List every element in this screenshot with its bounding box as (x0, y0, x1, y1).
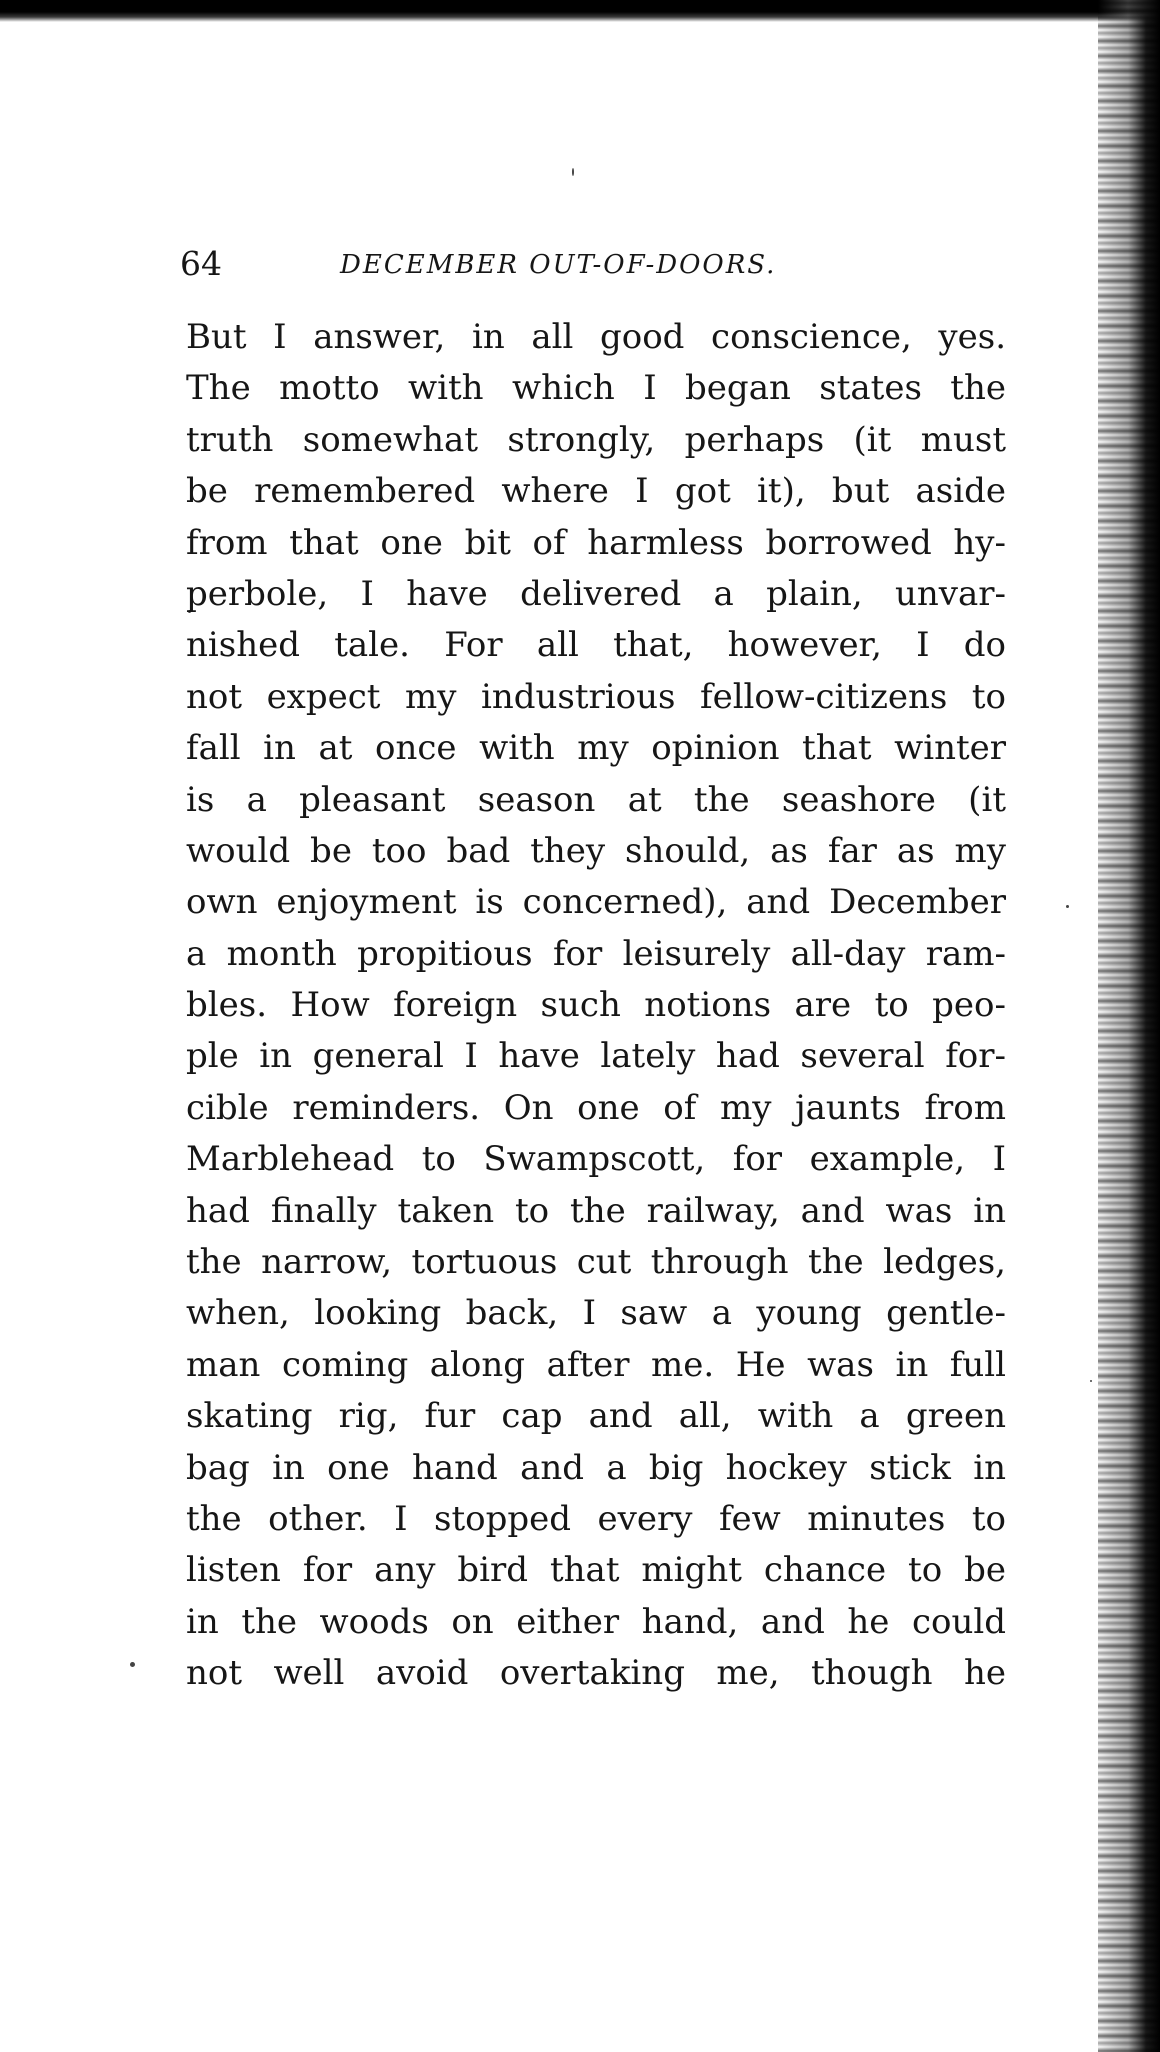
running-head: DECEMBER OUT-OF-DOORS. (340, 250, 777, 280)
text-line: is a pleasant season at the seashore (it (186, 779, 1006, 820)
text-line: cible reminders. On one of my jaunts from (186, 1087, 1006, 1128)
body-text (186, 312, 1006, 1700)
text-line: a month propitious for leisurely all-day ram- (186, 933, 1006, 974)
scan-speck (572, 168, 574, 176)
text-line: bag in one hand and a big hockey stick in (186, 1447, 1006, 1488)
text-line: ple in general I have lately had several for- (186, 1036, 1006, 1077)
text-line: the narrow, tortuous cut through the ledges, (186, 1242, 1006, 1283)
page-header (180, 240, 1020, 290)
text-line: be remembered where I got it), but aside (186, 471, 1006, 512)
text-line: bles. How foreign such notions are to peo- (186, 985, 1006, 1026)
text-line: from that one bit of harmless borrowed hy- (186, 522, 1006, 563)
scan-speck (130, 1662, 135, 1667)
text-line: the other. I stopped every few minutes to (186, 1498, 1006, 1539)
scan-speck (1090, 1380, 1092, 1382)
text-line: truth somewhat strongly, perhaps (it must (186, 419, 1006, 460)
scan-right-edge (1098, 0, 1160, 2052)
text-line: Marblehead to Swampscott, for example, I (186, 1139, 1006, 1180)
text-line: skating rig, fur cap and all, with a green (186, 1396, 1006, 1437)
text-line: The motto with which I began states the (186, 368, 1006, 409)
scan-top-edge (0, 0, 1160, 22)
text-line: But I answer, in all good conscience, yes. (186, 317, 1006, 357)
text-line: fall in at once with my opinion that winter (186, 728, 1006, 769)
text-line: would be too bad they should, as far as my (186, 830, 1006, 871)
text-line: man coming along after me. He was in full (186, 1344, 1006, 1385)
text-line: had finally taken to the railway, and was in (186, 1190, 1006, 1231)
text-line: listen for any bird that might chance to be (186, 1550, 1006, 1591)
text-line: when, looking back, I saw a young gentle- (186, 1293, 1006, 1334)
text-line: in the woods on either hand, and he could (186, 1601, 1006, 1642)
text-line: own enjoyment is concerned), and December (186, 882, 1006, 923)
text-line: perbole, I have delivered a plain, unvar- (186, 573, 1006, 614)
text-line: not well avoid overtaking me, though he (186, 1653, 1006, 1694)
page-number: 64 (180, 244, 222, 283)
text-line: not expect my industrious fellow-citizens to (186, 676, 1006, 717)
text-line: nished tale. For all that, however, I do (186, 625, 1006, 666)
scan-speck (1066, 905, 1069, 908)
